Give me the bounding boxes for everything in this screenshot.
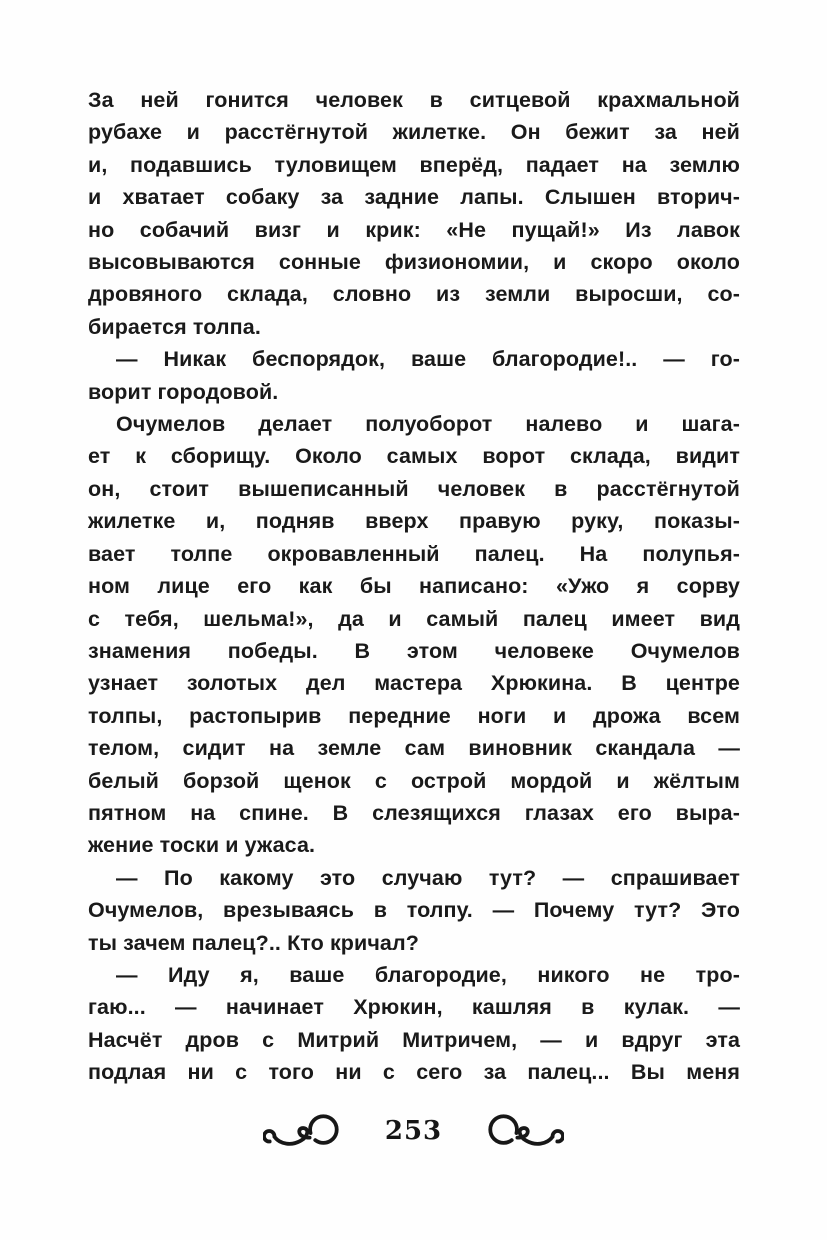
page-footer [0,1110,827,1152]
text-line: знамения победы. В этом человеке Очумелов [88,638,740,663]
page-number: 253 [384,1116,443,1146]
text-line: узнает золотых дел мастера Хрюкина. В центре [88,671,740,696]
text-line: Очумелов, врезываясь в толпу. — Почему тут? Это [88,898,740,923]
text-line: пятном на спине. В слезящихся глазах его выра- [88,800,740,825]
text-line: но собачий визг и крик: «Не пущай!» Из лавок [88,217,740,242]
text-line: и, подавшись туловищем вперёд, падает на землю [88,152,740,177]
text-line: За ней гонится человек в ситцевой крахмальной [88,88,740,112]
text-line: бирается толпа. [88,314,261,339]
text-block [88,84,740,1089]
text-line: телом, сидит на земле сам виновник скандала — [88,736,740,761]
text-line: он, стоит вышеписанный человек в расстёгнутой [88,476,740,501]
text-line: — Никак беспорядок, ваше благородие!.. — го- [116,347,740,372]
text-line: ном лице его как бы написано: «Ужо я сорву [88,574,740,599]
text-line: толпы, растопырив передние ноги и дрожа всем [88,703,740,728]
flourish-right-icon [486,1110,564,1152]
text-line: Очумелов делает полуоборот налево и шага- [116,412,740,437]
text-line: жилетке и, подняв вверх правую руку, показы- [88,509,740,534]
text-line: подлая ни с того ни с сего за палец... Вы меня [88,1060,740,1085]
text-line: — Иду я, ваше благородие, никого не тро- [116,962,740,987]
text-line: — По какому это случаю тут? — спрашивает [116,865,740,890]
text-line: ворит городовой. [88,379,279,404]
text-line: ет к сборищу. Около самых ворот склада, видит [88,444,740,469]
text-line: с тебя, шельма!», да и самый палец имеет вид [88,606,740,631]
text-line: гаю... — начинает Хрюкин, кашляя в кулак. — [88,995,740,1020]
flourish-left-icon [263,1110,341,1152]
text-line: Насчёт дров с Митрий Митричем, — и вдруг эта [88,1027,740,1052]
text-line: жение тоски и ужаса. [88,833,316,858]
text-line: рубахе и расстёгнутой жилетке. Он бежит за ней [88,120,740,145]
text-line: и хватает собаку за задние лапы. Слышен вторич- [88,185,740,210]
text-line: ты зачем палец?.. Кто кричал? [88,930,419,955]
text-line: вает толпе окровавленный палец. На полупья- [88,541,740,566]
text-line: высовываются сонные физиономии, и скоро около [88,250,740,275]
text-line: дровяного склада, словно из земли выросши, со- [88,282,740,307]
text-line: белый борзой щенок с острой мордой и жёлтым [88,768,740,793]
